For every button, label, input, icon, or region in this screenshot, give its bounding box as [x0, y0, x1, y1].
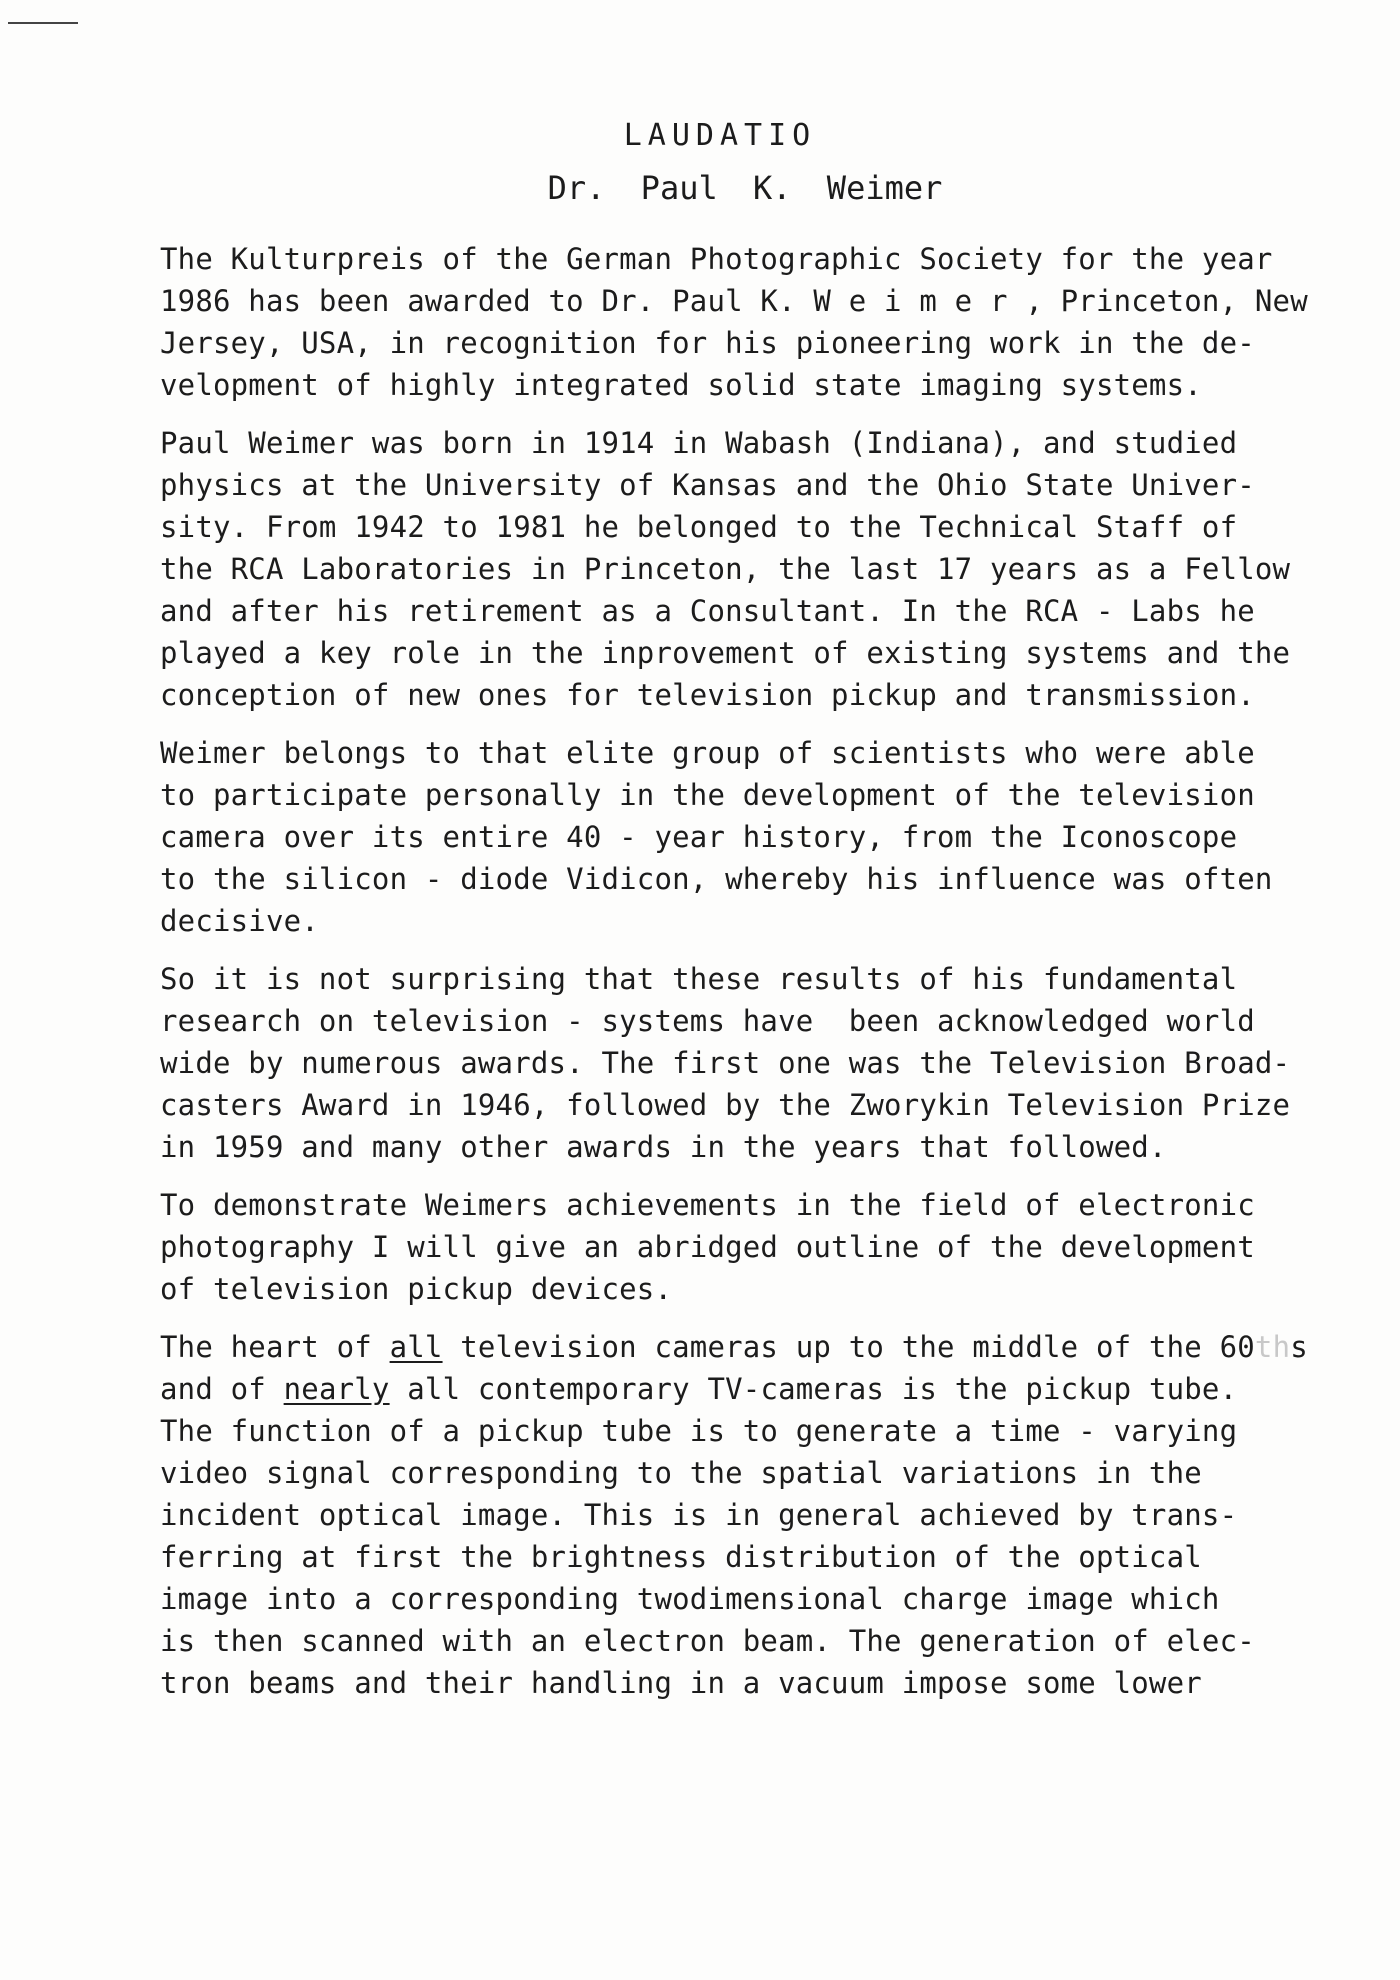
text-line: sity. From 1942 to 1981 he belonged to the Technical Staff of	[160, 510, 1238, 544]
text-line: Jersey, USA, in recognition for his pioneering work in the de-	[160, 326, 1255, 360]
text-segment: s	[1290, 1330, 1308, 1364]
text-line: conception of new ones for television pickup and transmission.	[160, 678, 1255, 712]
paragraph	[160, 422, 1291, 716]
text-line: camera over its entire 40 - year history, from the Iconoscope	[160, 820, 1238, 854]
text-line: physics at the University of Kansas and the Ohio State Univer-	[160, 468, 1255, 502]
text-line: The function of a pickup tube is to generate a time - varying	[160, 1414, 1238, 1448]
corner-mark	[8, 22, 78, 24]
text-line: incident optical image. This is in general achieved by trans-	[160, 1498, 1238, 1532]
paragraph	[160, 238, 1308, 406]
text-line: decisive.	[160, 904, 319, 938]
text-line: of television pickup devices.	[160, 1272, 673, 1306]
text-line: casters Award in 1946, followed by the Zworykin Television Prize	[160, 1088, 1291, 1122]
text-segment: television cameras up to the middle of the 60	[442, 1330, 1255, 1364]
text-line: video signal corresponding to the spatial variations in the	[160, 1456, 1202, 1490]
paragraph	[160, 1184, 1260, 1310]
text-line: research on television - systems have been acknowledged world	[160, 1004, 1255, 1038]
text-line: To demonstrate Weimers achievements in the field of electronic	[160, 1188, 1255, 1222]
text-line: 1986 has been awarded to Dr. Paul K. W e i m e r , Princeton, New	[160, 284, 1308, 318]
text-line: photography I will give an abridged outline of the development	[160, 1230, 1255, 1264]
text-line: velopment of highly integrated solid state imaging systems.	[160, 368, 1202, 402]
text-line: image into a corresponding twodimensional charge image which	[160, 1582, 1220, 1616]
text-segment: The heart of	[160, 1330, 390, 1364]
text-line	[160, 1368, 1260, 1410]
paragraph	[160, 958, 1291, 1168]
text-line: in 1959 and many other awards in the years that followed.	[160, 1130, 1167, 1164]
text-line: is then scanned with an electron beam. The generation of elec-	[160, 1624, 1255, 1658]
document-title: LAUDATIO	[623, 118, 817, 153]
faint-text: th	[1254, 1330, 1291, 1364]
underlined-word: all	[389, 1330, 443, 1364]
text-line: played a key role in the inprovement of existing systems and the	[160, 636, 1291, 670]
document-subtitle: Dr. Paul K. Weimer	[547, 169, 943, 207]
text-line: and after his retirement as a Consultant. In the RCA - Labs he	[160, 594, 1255, 628]
text-line: the RCA Laboratories in Princeton, the last 17 years as a Fellow	[160, 552, 1291, 586]
paragraph-list	[160, 238, 1308, 1310]
paragraph	[160, 732, 1273, 942]
text-line: wide by numerous awards. The first one was the Television Broad-	[160, 1046, 1291, 1080]
underlined-word: nearly	[283, 1372, 390, 1406]
text-line: The Kulturpreis of the German Photographic Society for the year	[160, 242, 1273, 276]
text-line: Weimer belongs to that elite group of scientists who were able	[160, 736, 1255, 770]
text-line: to the silicon - diode Vidicon, whereby his influence was often	[160, 862, 1273, 896]
text-line: ferring at first the brightness distribution of the optical	[160, 1540, 1202, 1574]
text-line: to participate personally in the development of the television	[160, 778, 1255, 812]
text-line: So it is not surprising that these results of his fundamental	[160, 962, 1238, 996]
paragraph-pickup-tube	[160, 1326, 1308, 1704]
text-line	[160, 1326, 1308, 1368]
document-body	[160, 238, 1308, 1720]
text-line: Paul Weimer was born in 1914 in Wabash (Indiana), and studied	[160, 426, 1238, 460]
text-segment: all contemporary TV-cameras is the pickup tube.	[389, 1372, 1238, 1406]
text-line: tron beams and their handling in a vacuum impose some lower	[160, 1666, 1202, 1700]
text-segment: and of	[160, 1372, 284, 1406]
